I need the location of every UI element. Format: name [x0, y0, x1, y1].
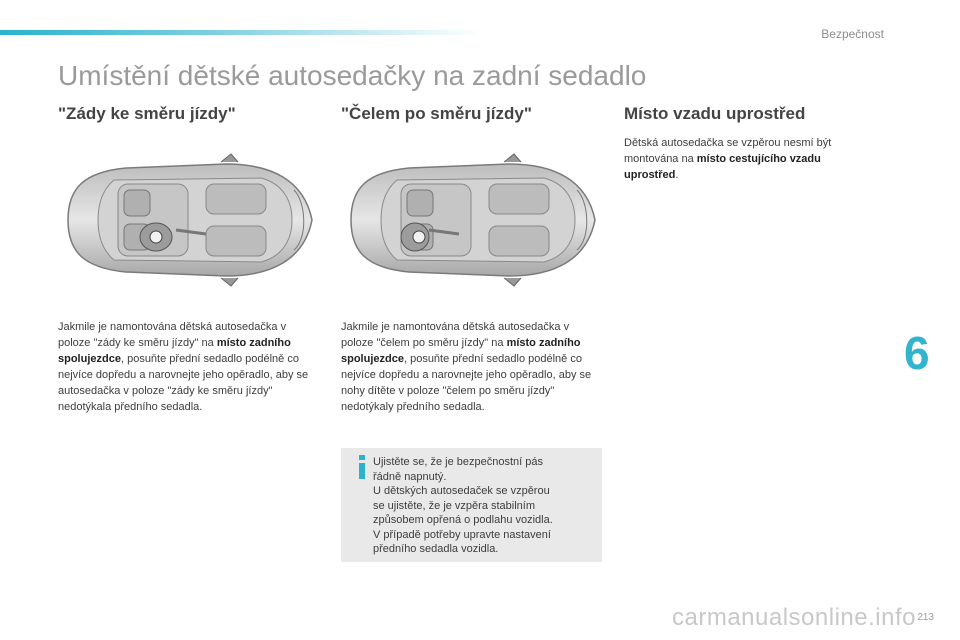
info-text-line: U dětských autosedaček se vzpěrou: [373, 485, 550, 497]
heading-forward-facing: "Čelem po směru jízdy": [341, 104, 532, 123]
info-text-line: Ujistěte se, že je bezpečnostní pás: [373, 456, 543, 468]
info-text-line: způsobem opřená o podlahu vozidla.: [373, 514, 553, 526]
page-title: Umístění dětské autosedačky na zadní sedadlo: [58, 60, 647, 91]
paragraph-rear-center: Dětská autosedačka se vzpěrou nesmí být montována na místo cestujícího vzadu uprostřed.: [624, 137, 832, 181]
car-illustration-forward-facing: [339, 150, 601, 290]
info-text-line: se ujistěte, že je vzpěra stabilním: [373, 499, 536, 512]
paragraph-rear-facing: Jakmile je namontována dětská autosedačka v poloze "zády ke směru jízdy" na místo zadního spolujezdce, posuňte přední sedadlo podélně co nejvíce dopředu a narovnejte jeho opěradlo, aby se autosedačka v poloze "zády ke směru jízdy" nedotýkala předního sedadla.: [58, 321, 309, 413]
info-text-line: řádně napnutý.: [373, 470, 447, 483]
info-text-line: V případě potřeby upravte nastavení: [373, 528, 551, 541]
info-icon: [354, 454, 370, 480]
section-label: Bezpečnost: [821, 27, 884, 41]
paragraph-forward-facing: Jakmile je namontována dětská autosedačka v poloze "čelem po směru jízdy" na místo zadního spolujezdce, posuňte přední sedadlo podélně co nejvíce dopředu a narovnejte jeho opěradlo, aby se nohy dítěte v poloze "čelem po směru jízdy" nedotýkaly předního sedadla.: [341, 321, 592, 413]
info-text: [373, 455, 595, 557]
header-accent-bar: [0, 30, 480, 35]
heading-rear-facing: "Zády ke směru jízdy": [58, 104, 236, 123]
chapter-number: 6: [904, 327, 930, 379]
watermark: carmanualsonline.info: [672, 604, 916, 631]
heading-rear-center: Místo vzadu uprostřed: [624, 104, 806, 123]
info-text-line: předního sedadla vozidla.: [373, 543, 499, 555]
info-box: [341, 448, 602, 562]
car-illustration-rear-facing: [56, 150, 318, 290]
page-number: 213: [917, 612, 934, 623]
